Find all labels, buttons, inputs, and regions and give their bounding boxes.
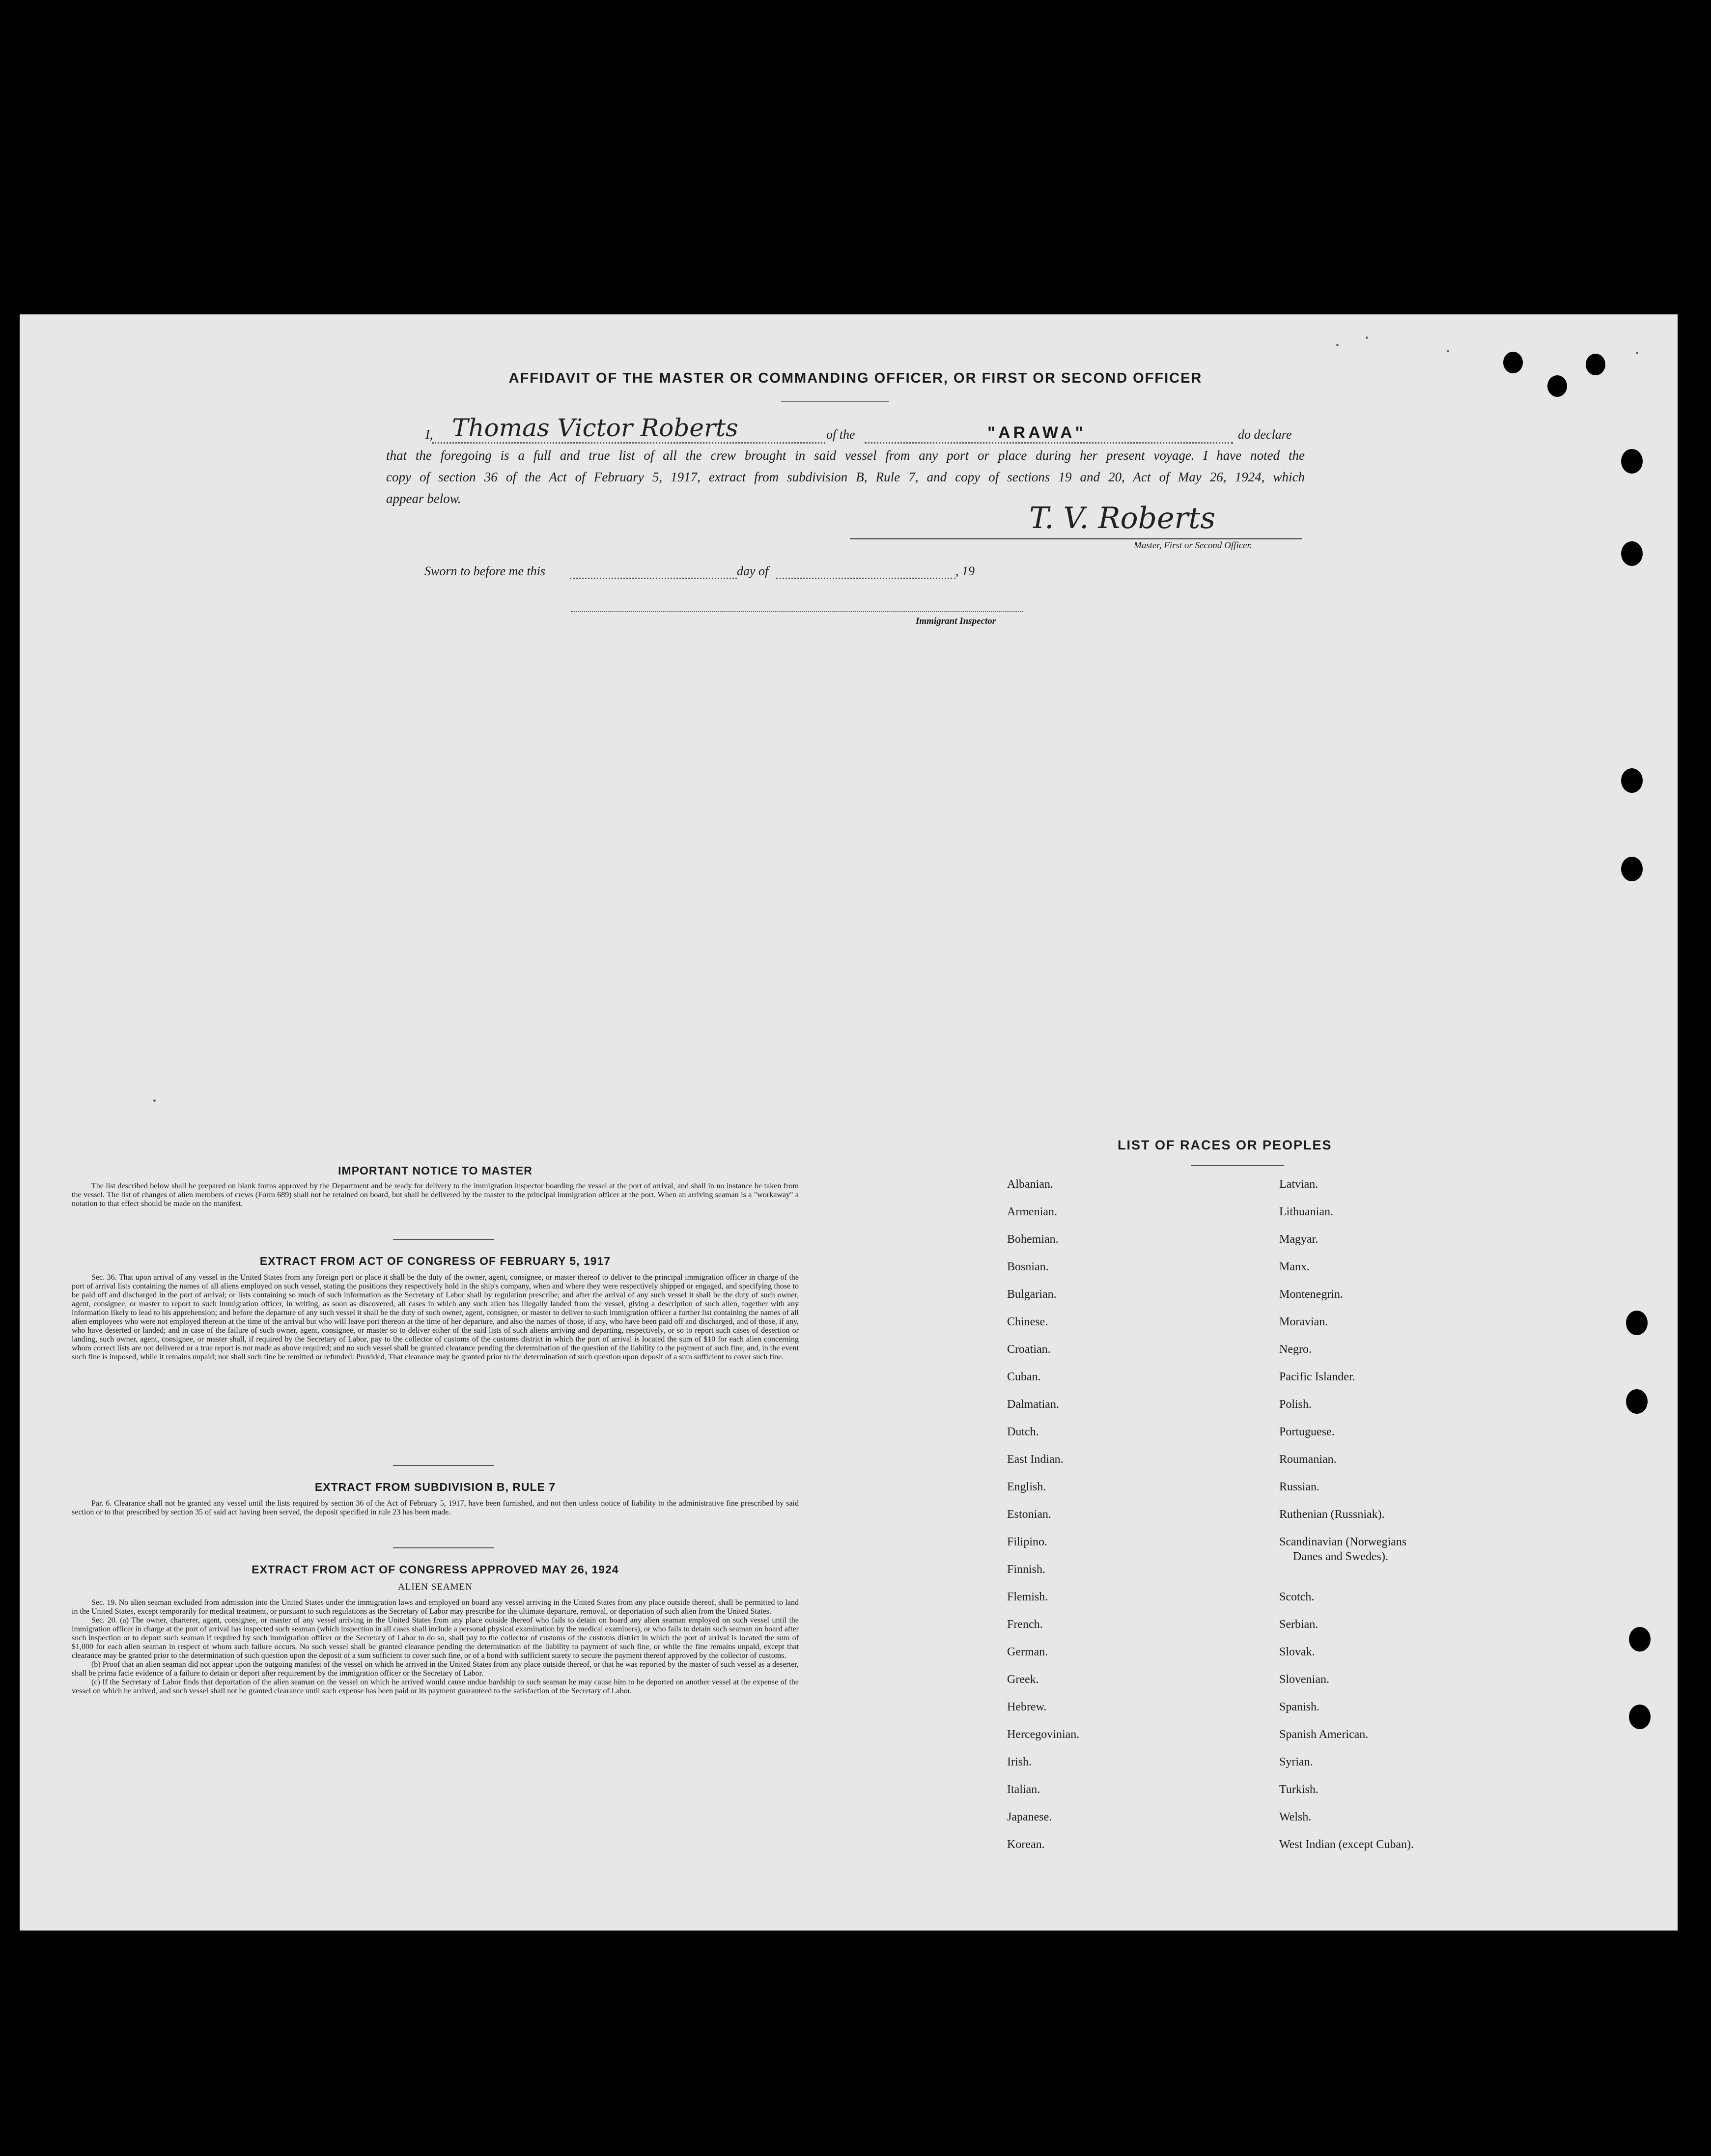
race-item: Pacific Islander.	[1279, 1371, 1355, 1383]
race-item: Magyar.	[1279, 1233, 1318, 1246]
title-underline	[781, 401, 889, 402]
year-label: , 19	[955, 564, 975, 578]
race-item: Slovenian.	[1279, 1673, 1329, 1686]
act-1917-text: Sec. 36. That upon arrival of any vessel in the United States from any foreign port or place it shall be the duty of the owner, agent, consignee, or master thereof to deliver to the principal immigration officer in charge of the port of arrival lists containing the names of all aliens employed on such vessel, stating the positions they respectively hold in the ship's company, when and where they were respectively shipped or engaged, and specifying those to be paid off and discharged in the port of arrival; or lists containing so much of such information as the Secretary of Labor shall by regulation prescribe; and after the arrival of any such vessel it shall be the duty of such owner, agent, consignee, or master to report to such immigration officer, in writing, as soon as discovered, all cases in which any such alien has illegally landed from the vessel, giving a description of such alien, together with any information likely to lead to his apprehension; and before the departure of any such vessel it shall be the duty of such owner, agent, consignee, or master to deliver to such immigration officer a further list containing the names of all alien employees who were not employed thereon at the time of the arrival but who will leave port thereon at the time of her departure, and also the names of those, if any, who have been paid off and discharged, and of those, if any, who have deserted or landed; and in case of the failure of such owner, agent, consignee, or master so to deliver either of the said lists of such aliens arriving and departing, respectively, or so to report such cases of desertion or landing, such owner, agent, consignee, or master shall, if required by the Secretary of Labor, pay to the collector of customs of the customs district in which the port of arrival is located the sum of $10 for each alien concerning whom correct lists are not delivered or a true report is not made as above required; and no such vessel shall be granted clearance pending the determination of the question of the liability to the payment of such fine, and, in the event such fine is imposed, while it remains unpaid; nor shall such fine be remitted or refunded: Provided, That clearance may be granted prior to the determination of such question upon deposit of a sum sufficient to cover such fine.	[72, 1273, 799, 1361]
race-item: Japanese.	[1007, 1811, 1052, 1823]
act-1924-text: Sec. 19. No alien seaman excluded from admission into the United States under the immigration laws and employed on board any vessel arriving in the United States from any place outside thereof, shall be permitted to land in the United States, except temporarily for medical treatment, or pursuant to such regulations as the Secretary of Labor may prescribe for the ultimate departure, removal, or deportation of such alien from the United States. Sec. 20. (a) The owner, charterer, agent, consignee, or master of any vessel arriving in the United States from any place outside thereof who fails to detain on board any alien seaman employed on such vessel until the immigration officer in charge at the port of arrival has inspected such seaman (which inspection in all cases shall include a personal physical examination by the medical examiners), or who fails to detain such seaman on board after such inspection or to deport such seaman if required by such immigration officer or the Secretary of Labor to do so, shall pay to the collector of customs of the customs district in which the port of arrival is located the sum of $1,000 for each alien seaman in respect of whom such failure occurs. No such vessel shall be granted clearance pending the determination of the liability to payment of such fine, or while the fine remains unpaid, except that clearance may be granted prior to the determination of such question upon the deposit of a sum sufficient to cover such fine, or of a bond with sufficient surety to secure the payment thereof approved by the collector of customs. (b) Proof that an alien seaman did not appear upon the outgoing manifest of the vessel on which he arrived in the United States from any place outside thereof, or that he was reported by the master of such vessel as a deserter, shall be prima facie evidence of a failure to detain or deport after requirement by the immigration officer or the Secretary of Labor. (c) If the Secretary of Labor finds that deportation of the alien seaman on the vessel on which he arrived would cause undue hardship to such seaman he may cause him to be deported on another vessel at the expense of the vessel on which he arrived, and such vessel shall not be granted clearance until such expense has been paid or its payment guaranteed to the satisfaction of the Secretary of Labor.	[72, 1598, 799, 1695]
inspector-caption: Immigrant Inspector	[916, 616, 996, 626]
race-item: Flemish.	[1007, 1591, 1048, 1603]
race-item: Hebrew.	[1007, 1701, 1047, 1713]
binder-hole	[1626, 1311, 1648, 1335]
race-item: Negro.	[1279, 1343, 1312, 1356]
signature-line	[850, 538, 1302, 539]
race-item: Latvian.	[1279, 1178, 1318, 1191]
race-item: Hercegovinian.	[1007, 1728, 1080, 1741]
act-1924-title: EXTRACT FROM ACT OF CONGRESS APPROVED MAY 26, 1924	[252, 1563, 619, 1576]
i-label: I,	[425, 427, 433, 442]
sworn-label: Sworn to before me this	[424, 564, 546, 578]
race-item: Dutch.	[1007, 1426, 1039, 1438]
binder-hole	[1629, 1705, 1651, 1729]
binder-hole	[1621, 857, 1643, 881]
race-item: Welsh.	[1279, 1811, 1312, 1823]
race-item: Manx.	[1279, 1260, 1310, 1273]
race-item: German.	[1007, 1646, 1048, 1658]
race-item: Scandinavian (Norwegians	[1279, 1536, 1407, 1548]
race-item: West Indian (except Cuban).	[1279, 1838, 1414, 1851]
master-name: Thomas Victor Roberts	[452, 414, 738, 442]
race-item: Finnish.	[1007, 1563, 1046, 1576]
act-1917-title: EXTRACT FROM ACT OF CONGRESS OF FEBRUARY 5, 1917	[259, 1255, 611, 1267]
race-item: Bulgarian.	[1007, 1288, 1057, 1301]
race-item: Portuguese.	[1279, 1426, 1335, 1438]
notice-text: The list described below shall be prepared on blank forms approved by the Department and be ready for delivery to the immigration inspector boarding the vessel at the port of arrival, and shall in no instance be taken from the vessel. The list of changes of alien members of crews (Form 689) shall not be retained on board, but shall be delivered by the master to the principal immigration officer at the port. When an arriving seaman is a "workaway" a notation to that effect should be made on the manifest.	[72, 1182, 799, 1208]
race-item: French.	[1007, 1618, 1043, 1631]
race-item: Filipino.	[1007, 1536, 1048, 1548]
races-underline	[1191, 1165, 1284, 1166]
rule7-title: EXTRACT FROM SUBDIVISION B, RULE 7	[314, 1481, 556, 1493]
race-item: Bosnian.	[1007, 1260, 1049, 1273]
declaration-text: that the foregoing is a full and true list of all the crew brought in said vessel from any port or place during her present voyage. I have noted the copy of section 36 of the Act of February 5, 1917, extract from subdivision B, Rule 7, and copy of sections 19 and 20, Act of May 26, 1924, which appear below.	[386, 448, 1305, 506]
vessel-name: "ARAWA"	[987, 423, 1086, 442]
divider	[393, 1239, 494, 1240]
race-item: English.	[1007, 1481, 1046, 1493]
race-item: Polish.	[1279, 1398, 1312, 1411]
race-item: Bohemian.	[1007, 1233, 1059, 1246]
race-item: Cuban.	[1007, 1371, 1041, 1383]
race-item: Lithuanian.	[1279, 1205, 1333, 1218]
inspector-line	[571, 611, 1023, 612]
race-item: Ruthenian (Russniak).	[1279, 1508, 1385, 1521]
race-item: Serbian.	[1279, 1618, 1318, 1631]
divider	[393, 1547, 494, 1548]
race-item: Albanian.	[1007, 1178, 1053, 1191]
speck	[153, 1099, 156, 1102]
race-item: Russian.	[1279, 1481, 1320, 1493]
alien-seamen-subtitle: ALIEN SEAMEN	[398, 1582, 473, 1592]
race-item: East Indian.	[1007, 1453, 1064, 1466]
master-signature: T. V. Roberts	[1029, 501, 1216, 535]
race-item: Armenian.	[1007, 1205, 1057, 1218]
binder-hole	[1621, 768, 1643, 793]
race-item: Spanish.	[1279, 1701, 1320, 1713]
name-line	[432, 442, 825, 444]
race-item: Danes and Swedes).	[1293, 1550, 1388, 1563]
race-item: Korean.	[1007, 1838, 1045, 1851]
vessel-line	[865, 442, 1233, 444]
race-item: Dalmatian.	[1007, 1398, 1059, 1411]
sworn-day-line	[570, 578, 737, 579]
races-title: LIST OF RACES OR PEOPLES	[1118, 1138, 1332, 1152]
race-item: Moravian.	[1279, 1316, 1328, 1328]
binder-hole	[1621, 541, 1643, 566]
speck	[1447, 350, 1449, 352]
binder-hole	[1626, 1389, 1648, 1414]
race-item: Croatian.	[1007, 1343, 1051, 1356]
race-item: Slovak.	[1279, 1646, 1315, 1658]
do-declare-label: do declare	[1238, 427, 1292, 442]
race-item: Roumanian.	[1279, 1453, 1337, 1466]
rule7-text: Par. 6. Clearance shall not be granted any vessel until the lists required by section 36 of the Act of February 5, 1917, have been furnished, and not then unless notice of liability to the administrative fine prescribed by said section or to that prescribed by section 35 of said act having been served, the deposit specified in rule 23 has been made.	[72, 1499, 799, 1516]
notice-title: IMPORTANT NOTICE TO MASTER	[338, 1164, 533, 1177]
race-item: Turkish.	[1279, 1783, 1318, 1796]
race-item: Syrian.	[1279, 1756, 1313, 1768]
speck	[1336, 344, 1339, 346]
sworn-month-line	[776, 578, 955, 579]
speck	[1636, 352, 1638, 354]
binder-hole	[1621, 449, 1643, 474]
divider	[393, 1465, 494, 1466]
race-item: Montenegrin.	[1279, 1288, 1343, 1301]
of-the-label: of the	[826, 427, 855, 442]
race-item: Scotch.	[1279, 1591, 1315, 1603]
race-item: Chinese.	[1007, 1316, 1048, 1328]
day-of-label: day of	[737, 564, 769, 578]
race-item: Estonian.	[1007, 1508, 1051, 1521]
binder-hole	[1629, 1627, 1651, 1652]
race-item: Italian.	[1007, 1783, 1040, 1796]
signature-caption: Master, First or Second Officer.	[1134, 540, 1252, 551]
race-item: Spanish American.	[1279, 1728, 1369, 1741]
affidavit-title: AFFIDAVIT OF THE MASTER OR COMMANDING OFFICER, OR FIRST OR SECOND OFFICER	[508, 370, 1203, 386]
speck	[1366, 336, 1368, 339]
race-item: Greek.	[1007, 1673, 1039, 1686]
race-item: Irish.	[1007, 1756, 1032, 1768]
